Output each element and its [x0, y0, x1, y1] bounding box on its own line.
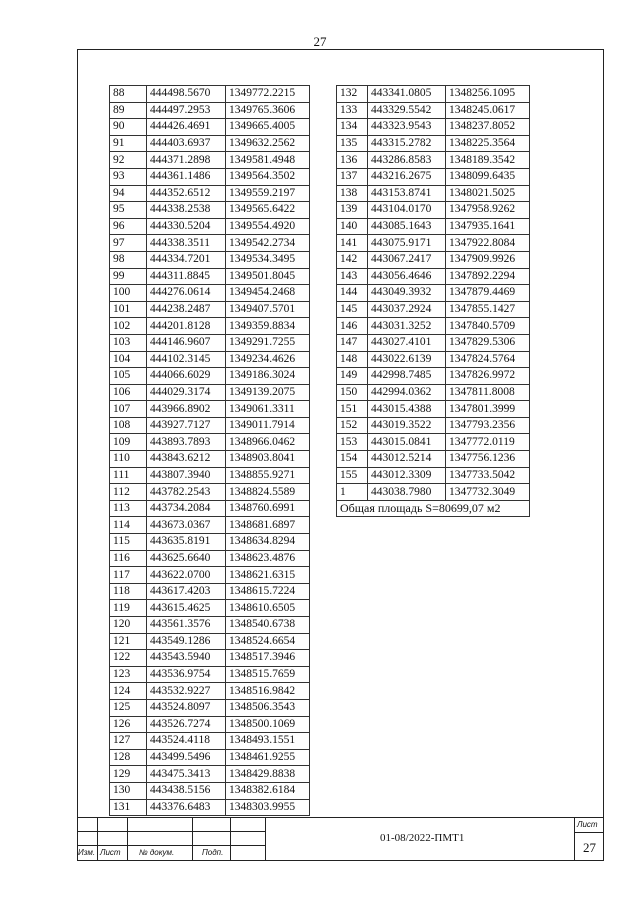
- table-row: [110, 633, 310, 650]
- y-coordinate-cell: 1347922.8084: [446, 235, 530, 252]
- x-coordinate-cell: 443499.5496: [147, 749, 226, 766]
- table-row: [110, 716, 310, 733]
- x-coordinate-cell: 443617.4203: [147, 583, 226, 600]
- point-number-cell: 149: [337, 368, 368, 385]
- table-row: [110, 749, 310, 766]
- x-coordinate-cell: 444201.8128: [147, 318, 226, 335]
- y-coordinate-cell: 1348515.7659: [226, 666, 310, 683]
- point-number-cell: 131: [110, 799, 147, 816]
- table-row: [110, 168, 310, 185]
- table-row: [110, 334, 310, 351]
- point-number-cell: 122: [110, 650, 147, 667]
- total-area-text: Общая площадь S=80699,07 м2: [337, 500, 530, 517]
- point-number-cell: 151: [337, 401, 368, 418]
- point-number-cell: 95: [110, 202, 147, 219]
- point-number-cell: 129: [110, 766, 147, 783]
- point-number-cell: 145: [337, 301, 368, 318]
- x-coordinate-cell: 443524.8097: [147, 699, 226, 716]
- point-number-cell: 96: [110, 218, 147, 235]
- y-coordinate-cell: 1347829.5306: [446, 334, 530, 351]
- y-coordinate-cell: 1347909.9926: [446, 251, 530, 268]
- table-row: [337, 119, 530, 136]
- x-coordinate-cell: 443075.9171: [368, 235, 446, 252]
- y-coordinate-cell: 1347855.1427: [446, 301, 530, 318]
- x-coordinate-cell: 443807.3940: [147, 467, 226, 484]
- point-number-cell: 123: [110, 666, 147, 683]
- y-coordinate-cell: 1348493.1551: [226, 733, 310, 750]
- table-row: [337, 152, 530, 169]
- table-row: [337, 417, 530, 434]
- point-number-cell: 91: [110, 135, 147, 152]
- y-coordinate-cell: 1347733.5042: [446, 467, 530, 484]
- x-coordinate-cell: 443376.6483: [147, 799, 226, 816]
- y-coordinate-cell: 1349565.6422: [226, 202, 310, 219]
- x-coordinate-cell: 443734.2084: [147, 500, 226, 517]
- table-row: [110, 86, 310, 103]
- x-coordinate-cell: 443085.1643: [368, 218, 446, 235]
- y-coordinate-cell: 1348429.8838: [226, 766, 310, 783]
- table-row: [337, 185, 530, 202]
- table-row: [110, 218, 310, 235]
- table-row: [110, 517, 310, 534]
- table-row: [110, 401, 310, 418]
- point-number-cell: 104: [110, 351, 147, 368]
- point-number-cell: 94: [110, 185, 147, 202]
- point-number-cell: 127: [110, 733, 147, 750]
- page-number-top: 27: [313, 34, 327, 49]
- point-number-cell: 100: [110, 285, 147, 302]
- y-coordinate-cell: 1348382.6184: [226, 782, 310, 799]
- x-coordinate-cell: 444238.2487: [147, 301, 226, 318]
- table-row: [337, 135, 530, 152]
- point-number-cell: 107: [110, 401, 147, 418]
- point-number-cell: 135: [337, 135, 368, 152]
- table-row: [110, 467, 310, 484]
- point-number-cell: 98: [110, 251, 147, 268]
- x-coordinate-cell: 444146.9607: [147, 334, 226, 351]
- stamp-col-izm: Изм.: [78, 848, 96, 857]
- point-number-cell: 126: [110, 716, 147, 733]
- point-number-cell: 106: [110, 384, 147, 401]
- point-number-cell: 136: [337, 152, 368, 169]
- y-coordinate-cell: 1349501.8045: [226, 268, 310, 285]
- title-block: [77, 817, 604, 861]
- y-coordinate-cell: 1348517.3946: [226, 650, 310, 667]
- table-row: [337, 86, 530, 103]
- x-coordinate-cell: 443022.6139: [368, 351, 446, 368]
- x-coordinate-cell: 443966.8902: [147, 401, 226, 418]
- coordinates-table-left: [109, 85, 310, 816]
- y-coordinate-cell: 1348903.8041: [226, 451, 310, 468]
- point-number-cell: 143: [337, 268, 368, 285]
- x-coordinate-cell: 443673.0367: [147, 517, 226, 534]
- y-coordinate-cell: 1349359.8834: [226, 318, 310, 335]
- point-number-cell: 121: [110, 633, 147, 650]
- x-coordinate-cell: 443049.3932: [368, 285, 446, 302]
- table-row: [337, 467, 530, 484]
- y-coordinate-cell: 1349534.3495: [226, 251, 310, 268]
- table-row: [110, 617, 310, 634]
- x-coordinate-cell: 443031.3252: [368, 318, 446, 335]
- y-coordinate-cell: 1348303.9955: [226, 799, 310, 816]
- table-row: [110, 185, 310, 202]
- x-coordinate-cell: 444426.4691: [147, 119, 226, 136]
- y-coordinate-cell: 1347826.9972: [446, 368, 530, 385]
- point-number-cell: 124: [110, 683, 147, 700]
- x-coordinate-cell: 444276.0614: [147, 285, 226, 302]
- x-coordinate-cell: 443067.2417: [368, 251, 446, 268]
- x-coordinate-cell: 443323.9543: [368, 119, 446, 136]
- x-coordinate-cell: 443153.8741: [368, 185, 446, 202]
- point-number-cell: 140: [337, 218, 368, 235]
- x-coordinate-cell: 443438.5156: [147, 782, 226, 799]
- table-row: [337, 235, 530, 252]
- x-coordinate-cell: 444330.5204: [147, 218, 226, 235]
- y-coordinate-cell: 1348500.1069: [226, 716, 310, 733]
- y-coordinate-cell: 1348516.9842: [226, 683, 310, 700]
- y-coordinate-cell: 1349291.7255: [226, 334, 310, 351]
- point-number-cell: 90: [110, 119, 147, 136]
- table-row: [110, 285, 310, 302]
- table-row: [337, 334, 530, 351]
- x-coordinate-cell: 443027.4101: [368, 334, 446, 351]
- table-row: [337, 351, 530, 368]
- table-row: [110, 417, 310, 434]
- table-row: [337, 251, 530, 268]
- table-row: [110, 782, 310, 799]
- table-row: [337, 102, 530, 119]
- point-number-cell: 99: [110, 268, 147, 285]
- x-coordinate-cell: 444102.3145: [147, 351, 226, 368]
- stamp-col-sign: Подп.: [202, 848, 224, 857]
- x-coordinate-cell: 444498.5670: [147, 86, 226, 103]
- y-coordinate-cell: 1348506.3543: [226, 699, 310, 716]
- table-row: [110, 102, 310, 119]
- point-number-cell: 110: [110, 451, 147, 468]
- y-coordinate-cell: 1348540.6738: [226, 617, 310, 634]
- point-number-cell: 119: [110, 600, 147, 617]
- y-coordinate-cell: 1349234.4626: [226, 351, 310, 368]
- x-coordinate-cell: 443927.7127: [147, 417, 226, 434]
- point-number-cell: 115: [110, 534, 147, 551]
- table-row: [110, 384, 310, 401]
- y-coordinate-cell: 1349554.4920: [226, 218, 310, 235]
- table-row: [337, 451, 530, 468]
- point-number-cell: 117: [110, 567, 147, 584]
- point-number-cell: 102: [110, 318, 147, 335]
- y-coordinate-cell: 1349564.3502: [226, 168, 310, 185]
- y-coordinate-cell: 1348760.6991: [226, 500, 310, 517]
- table-row: [110, 600, 310, 617]
- table-row: [337, 318, 530, 335]
- point-number-cell: 93: [110, 168, 147, 185]
- table-row: [110, 318, 310, 335]
- y-coordinate-cell: 1349559.2197: [226, 185, 310, 202]
- point-number-cell: 118: [110, 583, 147, 600]
- point-number-cell: 144: [337, 285, 368, 302]
- x-coordinate-cell: 443561.3576: [147, 617, 226, 634]
- x-coordinate-cell: 443056.4646: [368, 268, 446, 285]
- point-number-cell: 111: [110, 467, 147, 484]
- x-coordinate-cell: 444497.2953: [147, 102, 226, 119]
- table-row: [337, 401, 530, 418]
- x-coordinate-cell: 443012.5214: [368, 451, 446, 468]
- point-number-cell: 147: [337, 334, 368, 351]
- table-row: [110, 650, 310, 667]
- point-number-cell: 130: [110, 782, 147, 799]
- point-number-cell: 150: [337, 384, 368, 401]
- y-coordinate-cell: 1349407.5701: [226, 301, 310, 318]
- stamp-col-list: Лист: [100, 848, 121, 857]
- y-coordinate-cell: 1349186.3024: [226, 368, 310, 385]
- y-coordinate-cell: 1348021.5025: [446, 185, 530, 202]
- table-row: [337, 434, 530, 451]
- x-coordinate-cell: 442994.0362: [368, 384, 446, 401]
- sheet-label: Лист: [577, 820, 598, 829]
- table-row: [110, 699, 310, 716]
- point-number-cell: 89: [110, 102, 147, 119]
- y-coordinate-cell: 1348189.3542: [446, 152, 530, 169]
- table-row: [337, 218, 530, 235]
- x-coordinate-cell: 443622.0700: [147, 567, 226, 584]
- table-row: [110, 235, 310, 252]
- x-coordinate-cell: 444066.6029: [147, 368, 226, 385]
- y-coordinate-cell: 1348245.0617: [446, 102, 530, 119]
- point-number-cell: 139: [337, 202, 368, 219]
- y-coordinate-cell: 1348966.0462: [226, 434, 310, 451]
- point-number-cell: 116: [110, 550, 147, 567]
- table-row: [110, 583, 310, 600]
- x-coordinate-cell: 443037.2924: [368, 301, 446, 318]
- x-coordinate-cell: 443329.5542: [368, 102, 446, 119]
- y-coordinate-cell: 1347811.8008: [446, 384, 530, 401]
- y-coordinate-cell: 1347892.2294: [446, 268, 530, 285]
- table-row: [110, 251, 310, 268]
- table-row: [110, 451, 310, 468]
- y-coordinate-cell: 1347756.1236: [446, 451, 530, 468]
- y-coordinate-cell: 1348634.8294: [226, 534, 310, 551]
- x-coordinate-cell: 443893.7893: [147, 434, 226, 451]
- x-coordinate-cell: 443843.6212: [147, 451, 226, 468]
- y-coordinate-cell: 1349665.4005: [226, 119, 310, 136]
- coordinates-table-right: [336, 85, 530, 517]
- y-coordinate-cell: 1347793.2356: [446, 417, 530, 434]
- point-number-cell: 105: [110, 368, 147, 385]
- y-coordinate-cell: 1347732.3049: [446, 484, 530, 501]
- sheet-number: 27: [583, 840, 596, 855]
- table-row: [110, 135, 310, 152]
- point-number-cell: 152: [337, 417, 368, 434]
- point-number-cell: 88: [110, 86, 147, 103]
- point-number-cell: 97: [110, 235, 147, 252]
- point-number-cell: 148: [337, 351, 368, 368]
- y-coordinate-cell: 1348237.8052: [446, 119, 530, 136]
- point-number-cell: 109: [110, 434, 147, 451]
- y-coordinate-cell: 1348855.9271: [226, 467, 310, 484]
- y-coordinate-cell: 1348225.3564: [446, 135, 530, 152]
- point-number-cell: 113: [110, 500, 147, 517]
- table-row: [110, 301, 310, 318]
- y-coordinate-cell: 1348524.6654: [226, 633, 310, 650]
- table-row: [337, 168, 530, 185]
- x-coordinate-cell: 443315.2782: [368, 135, 446, 152]
- table-row: [110, 567, 310, 584]
- y-coordinate-cell: 1347772.0119: [446, 434, 530, 451]
- x-coordinate-cell: 443104.0170: [368, 202, 446, 219]
- x-coordinate-cell: 443532.9227: [147, 683, 226, 700]
- table-row: [337, 268, 530, 285]
- y-coordinate-cell: 1348681.6897: [226, 517, 310, 534]
- y-coordinate-cell: 1347958.9262: [446, 202, 530, 219]
- x-coordinate-cell: 443782.2543: [147, 484, 226, 501]
- x-coordinate-cell: 443625.6640: [147, 550, 226, 567]
- point-number-cell: 1: [337, 484, 368, 501]
- point-number-cell: 137: [337, 168, 368, 185]
- x-coordinate-cell: 444311.8845: [147, 268, 226, 285]
- y-coordinate-cell: 1349061.3311: [226, 401, 310, 418]
- y-coordinate-cell: 1348824.5589: [226, 484, 310, 501]
- y-coordinate-cell: 1349632.2562: [226, 135, 310, 152]
- table-row: [337, 484, 530, 501]
- y-coordinate-cell: 1348610.6505: [226, 600, 310, 617]
- point-number-cell: 142: [337, 251, 368, 268]
- y-coordinate-cell: 1347801.3999: [446, 401, 530, 418]
- x-coordinate-cell: 443038.7980: [368, 484, 446, 501]
- x-coordinate-cell: 443635.8191: [147, 534, 226, 551]
- table-row: [337, 285, 530, 302]
- y-coordinate-cell: 1348621.6315: [226, 567, 310, 584]
- y-coordinate-cell: 1347840.5709: [446, 318, 530, 335]
- point-number-cell: 120: [110, 617, 147, 634]
- y-coordinate-cell: 1349542.2734: [226, 235, 310, 252]
- x-coordinate-cell: 444029.3174: [147, 384, 226, 401]
- x-coordinate-cell: 444361.1486: [147, 168, 226, 185]
- table-row: [110, 152, 310, 169]
- table-row: [110, 766, 310, 783]
- x-coordinate-cell: 444371.2898: [147, 152, 226, 169]
- point-number-cell: 141: [337, 235, 368, 252]
- point-number-cell: 128: [110, 749, 147, 766]
- point-number-cell: 114: [110, 517, 147, 534]
- table-row: [110, 119, 310, 136]
- point-number-cell: 108: [110, 417, 147, 434]
- table-row: [110, 368, 310, 385]
- table-row: [110, 683, 310, 700]
- x-coordinate-cell: 444338.3511: [147, 235, 226, 252]
- point-number-cell: 92: [110, 152, 147, 169]
- x-coordinate-cell: 443615.4625: [147, 600, 226, 617]
- y-coordinate-cell: 1349139.2075: [226, 384, 310, 401]
- x-coordinate-cell: 443526.7274: [147, 716, 226, 733]
- x-coordinate-cell: 443286.8583: [368, 152, 446, 169]
- y-coordinate-cell: 1347935.1641: [446, 218, 530, 235]
- point-number-cell: 146: [337, 318, 368, 335]
- y-coordinate-cell: 1349772.2215: [226, 86, 310, 103]
- table-row: [337, 202, 530, 219]
- point-number-cell: 154: [337, 451, 368, 468]
- table-row: [110, 550, 310, 567]
- table-row: [110, 534, 310, 551]
- x-coordinate-cell: 444403.6937: [147, 135, 226, 152]
- y-coordinate-cell: 1349454.2468: [226, 285, 310, 302]
- y-coordinate-cell: 1348623.4876: [226, 550, 310, 567]
- x-coordinate-cell: 443341.0805: [368, 86, 446, 103]
- x-coordinate-cell: 444338.2538: [147, 202, 226, 219]
- point-number-cell: 125: [110, 699, 147, 716]
- table-row: [337, 301, 530, 318]
- x-coordinate-cell: 443524.4118: [147, 733, 226, 750]
- point-number-cell: 134: [337, 119, 368, 136]
- y-coordinate-cell: 1349011.7914: [226, 417, 310, 434]
- table-row: [110, 202, 310, 219]
- table-row: [110, 351, 310, 368]
- document-code: 01-08/2022-ПМТ1: [380, 832, 465, 844]
- table-row: [110, 500, 310, 517]
- y-coordinate-cell: 1348615.7224: [226, 583, 310, 600]
- x-coordinate-cell: 443015.0841: [368, 434, 446, 451]
- point-number-cell: 101: [110, 301, 147, 318]
- x-coordinate-cell: 444352.6512: [147, 185, 226, 202]
- y-coordinate-cell: 1347879.4469: [446, 285, 530, 302]
- point-number-cell: 155: [337, 467, 368, 484]
- table-row: [110, 799, 310, 816]
- x-coordinate-cell: 443475.3413: [147, 766, 226, 783]
- total-area-row: [337, 500, 530, 517]
- y-coordinate-cell: 1348099.6435: [446, 168, 530, 185]
- point-number-cell: 153: [337, 434, 368, 451]
- table-row: [337, 384, 530, 401]
- x-coordinate-cell: 443549.1286: [147, 633, 226, 650]
- table-row: [110, 434, 310, 451]
- point-number-cell: 112: [110, 484, 147, 501]
- x-coordinate-cell: 443019.3522: [368, 417, 446, 434]
- point-number-cell: 138: [337, 185, 368, 202]
- table-row: [110, 666, 310, 683]
- y-coordinate-cell: 1347824.5764: [446, 351, 530, 368]
- point-number-cell: 103: [110, 334, 147, 351]
- y-coordinate-cell: 1348256.1095: [446, 86, 530, 103]
- x-coordinate-cell: 442998.7485: [368, 368, 446, 385]
- table-row: [337, 368, 530, 385]
- point-number-cell: 132: [337, 86, 368, 103]
- table-row: [110, 733, 310, 750]
- x-coordinate-cell: 444334.7201: [147, 251, 226, 268]
- y-coordinate-cell: 1348461.9255: [226, 749, 310, 766]
- point-number-cell: 133: [337, 102, 368, 119]
- stamp-col-doc: № докум.: [139, 848, 175, 857]
- x-coordinate-cell: 443015.4388: [368, 401, 446, 418]
- x-coordinate-cell: 443543.5940: [147, 650, 226, 667]
- x-coordinate-cell: 443012.3309: [368, 467, 446, 484]
- y-coordinate-cell: 1349581.4948: [226, 152, 310, 169]
- table-row: [110, 268, 310, 285]
- x-coordinate-cell: 443216.2675: [368, 168, 446, 185]
- y-coordinate-cell: 1349765.3606: [226, 102, 310, 119]
- x-coordinate-cell: 443536.9754: [147, 666, 226, 683]
- table-row: [110, 484, 310, 501]
